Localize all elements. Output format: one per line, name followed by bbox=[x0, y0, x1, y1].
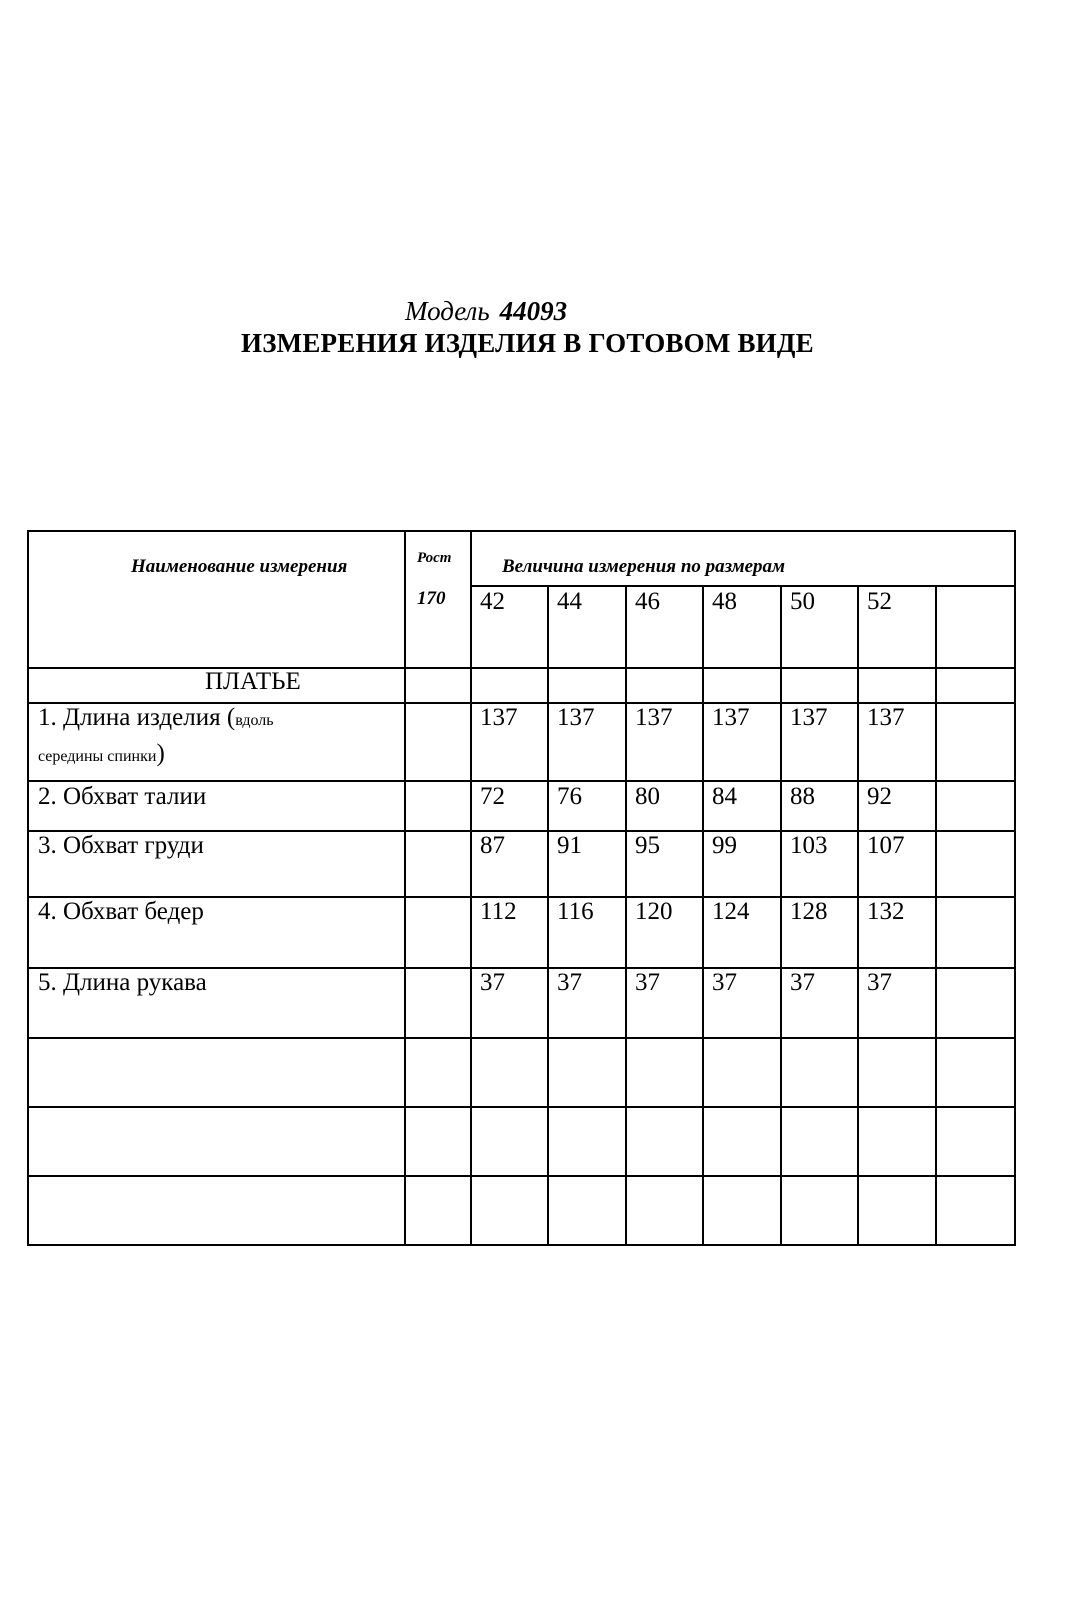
table-hline bbox=[27, 667, 1016, 669]
table-cell: 137 bbox=[867, 704, 905, 731]
row-label: 5. Длина рукава bbox=[38, 969, 207, 996]
table-cell: 120 bbox=[635, 898, 673, 925]
table-vline-size bbox=[547, 585, 549, 1246]
table-hline bbox=[27, 1175, 1016, 1177]
table-hline bbox=[27, 1244, 1016, 1246]
row-label-main: 1. Длина изделия ( bbox=[38, 704, 236, 731]
table-cell: 37 bbox=[557, 969, 582, 996]
table-vline-size bbox=[780, 585, 782, 1246]
table-cell: 76 bbox=[557, 783, 582, 810]
header-height-label: Рост bbox=[417, 550, 452, 566]
table-cell: 88 bbox=[790, 783, 815, 810]
table-hline bbox=[27, 1037, 1016, 1039]
size-header-52: 52 bbox=[867, 588, 892, 615]
table-border-left bbox=[27, 530, 29, 1246]
table-cell: 137 bbox=[712, 704, 750, 731]
table-cell: 80 bbox=[635, 783, 660, 810]
row-label bbox=[38, 704, 274, 732]
table-cell: 84 bbox=[712, 783, 737, 810]
table-vline-size bbox=[935, 585, 937, 1246]
table-hline bbox=[27, 1106, 1016, 1108]
table-cell: 92 bbox=[867, 783, 892, 810]
row-label-note: вдоль bbox=[235, 712, 274, 729]
row-label: 3. Обхват груди bbox=[38, 832, 204, 859]
table-cell: 37 bbox=[790, 969, 815, 996]
table-cell: 103 bbox=[790, 832, 828, 859]
table-vline-size bbox=[702, 585, 704, 1246]
table-cell: 95 bbox=[635, 832, 660, 859]
table-cell: 137 bbox=[480, 704, 518, 731]
table-cell: 112 bbox=[480, 898, 517, 925]
table-cell: 99 bbox=[712, 832, 737, 859]
table-vline-size bbox=[857, 585, 859, 1246]
table-vline-height bbox=[470, 530, 472, 1246]
model-line bbox=[405, 296, 567, 327]
table-cell: 87 bbox=[480, 832, 505, 859]
table-cell: 124 bbox=[712, 898, 750, 925]
table-cell: 91 bbox=[557, 832, 582, 859]
row-label-line2 bbox=[38, 740, 165, 768]
model-label: Модель bbox=[405, 296, 490, 326]
table-vline-size bbox=[625, 585, 627, 1246]
size-header-42: 42 bbox=[480, 588, 505, 615]
table-border-right bbox=[1014, 530, 1016, 1246]
header-name: Наименование измерения bbox=[131, 556, 348, 577]
size-header-44: 44 bbox=[557, 588, 582, 615]
table-cell: 116 bbox=[557, 898, 594, 925]
section-label: ПЛАТЬЕ bbox=[205, 668, 301, 695]
table-cell: 37 bbox=[867, 969, 892, 996]
row-label: 2. Обхват талии bbox=[38, 783, 207, 810]
table-cell: 37 bbox=[712, 969, 737, 996]
table-hline bbox=[27, 780, 1016, 782]
table-cell: 132 bbox=[867, 898, 905, 925]
table-cell: 72 bbox=[480, 783, 505, 810]
table-cell: 37 bbox=[480, 969, 505, 996]
row-label-close: ) bbox=[156, 740, 165, 767]
table-vline-name bbox=[404, 530, 406, 1246]
model-number: 44093 bbox=[499, 296, 568, 326]
size-header-48: 48 bbox=[712, 588, 737, 615]
row-label: 4. Обхват бедер bbox=[38, 898, 204, 925]
table-cell: 37 bbox=[635, 969, 660, 996]
row-label-note2: середины спинки bbox=[38, 748, 157, 765]
table-cell: 107 bbox=[867, 832, 905, 859]
table-hline bbox=[27, 530, 1016, 532]
table-cell: 137 bbox=[635, 704, 673, 731]
table-cell: 137 bbox=[557, 704, 595, 731]
size-header-50: 50 bbox=[790, 588, 815, 615]
table-cell: 128 bbox=[790, 898, 828, 925]
table-cell: 137 bbox=[790, 704, 828, 731]
size-header-46: 46 bbox=[635, 588, 660, 615]
page-title: ИЗМЕРЕНИЯ ИЗДЕЛИЯ В ГОТОВОМ ВИДЕ bbox=[241, 328, 814, 358]
header-height-value: 170 bbox=[417, 588, 446, 609]
header-sizes: Величина измерения по размерам bbox=[502, 556, 786, 577]
